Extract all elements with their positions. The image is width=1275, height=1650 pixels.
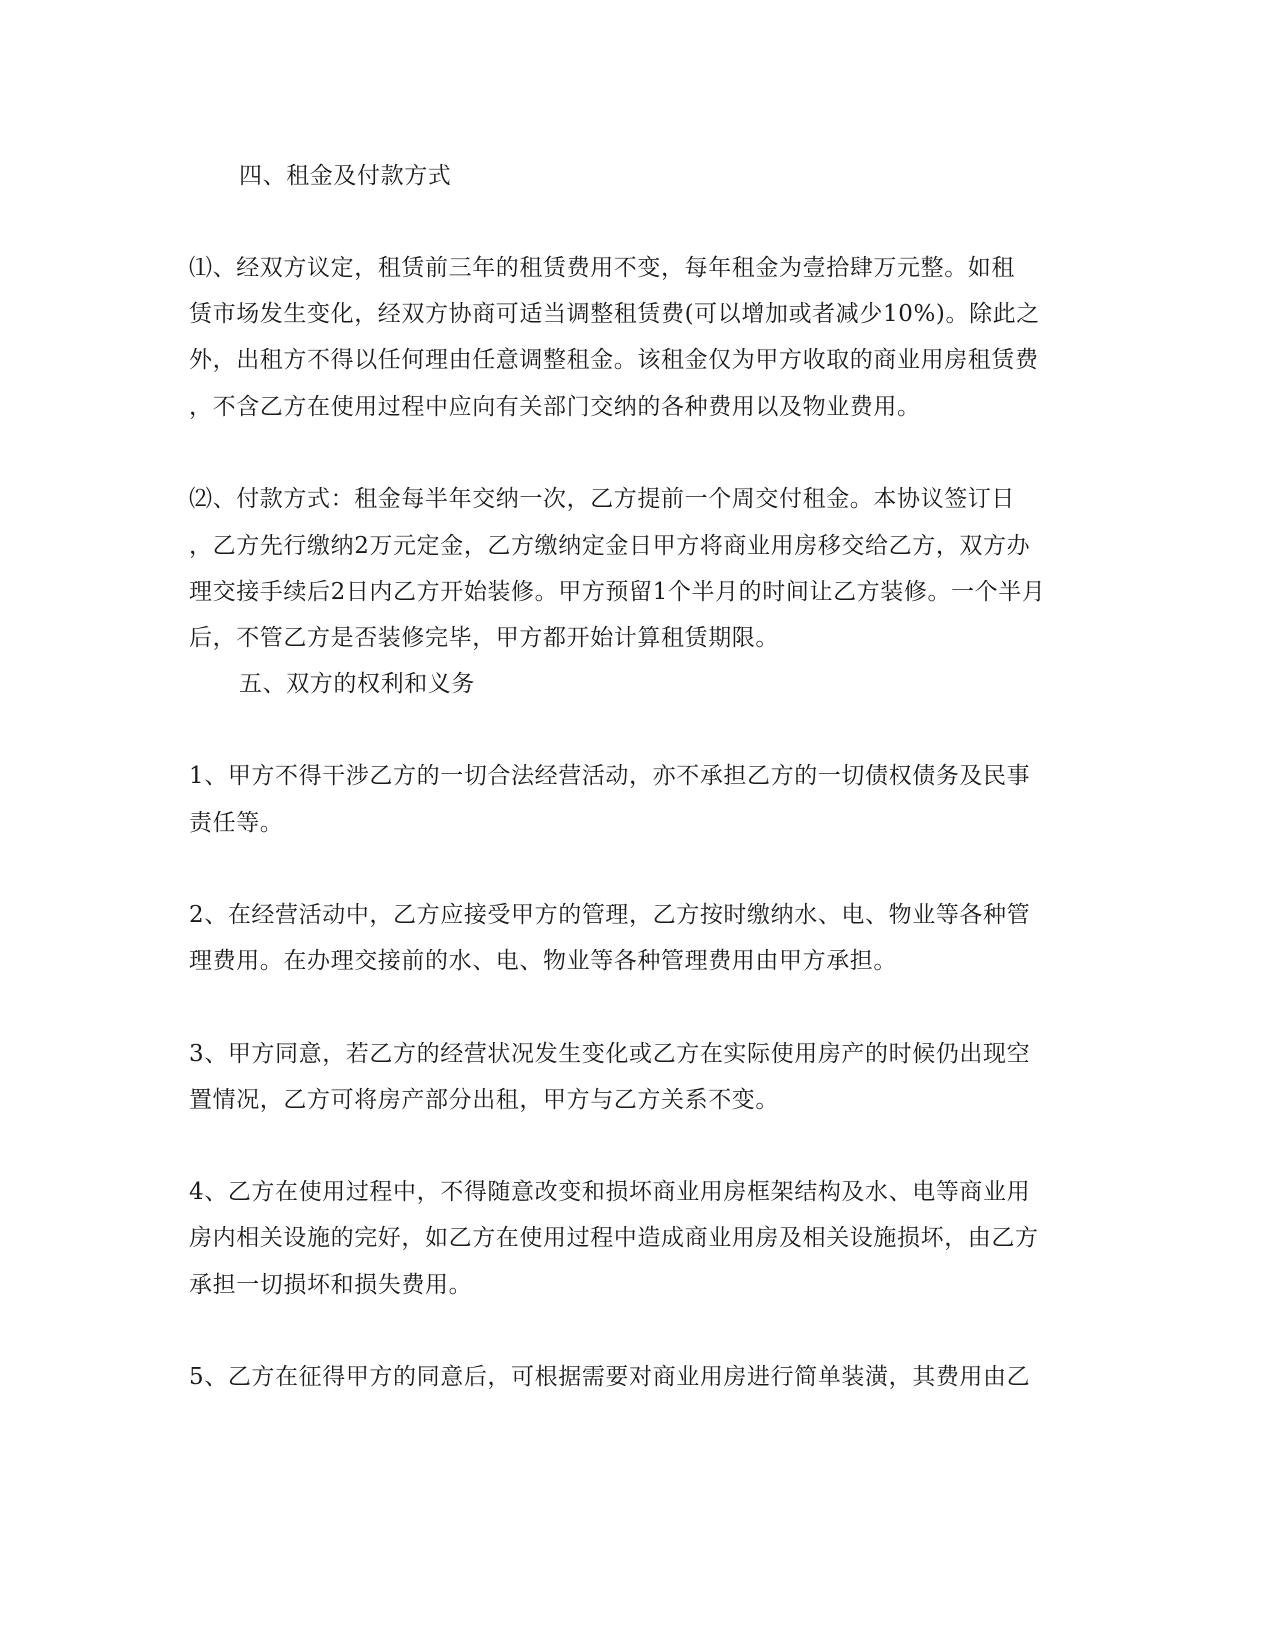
list-item-line: 承担一切损坏和损失费用。 [189,1272,473,1298]
section-heading-four: 四、租金及付款方式 [239,163,452,189]
paragraph-line: 理交接手续后2日内乙方开始装修。甲方预留1个半月的时间让乙方装修。一个半月 [189,579,1046,605]
list-item-line: 4、乙方在使用过程中，不得随意改变和损坏商业用房框架结构及水、电等商业用 [189,1179,1031,1205]
paragraph-line: ⑴、经双方议定，租赁前三年的租赁费用不变，每年租金为壹拾肆万元整。如租 [189,255,1015,281]
paragraph-line: 赁市场发生变化，经双方协商可适当调整租赁费(可以增加或者减少10%)。除此之 [189,301,1040,327]
list-item-line: 1、甲方不得干涉乙方的一切合法经营活动，亦不承担乙方的一切债权债务及民事 [189,763,1031,789]
paragraph-line: 后，不管乙方是否装修完毕，甲方都开始计算租赁期限。 [189,625,779,651]
list-item-line: 房内相关设施的完好，如乙方在使用过程中造成商业用房及相关设施损坏，由乙方 [189,1225,1039,1251]
paragraph-line: ，不含乙方在使用过程中应向有关部门交纳的各种费用以及物业费用。 [189,394,921,420]
paragraph-line: ，乙方先行缴纳2万元定金，乙方缴纳定金日甲方将商业用房移交给乙方，双方办 [189,533,1031,559]
section-heading-five: 五、双方的权利和义务 [239,671,475,697]
paragraph-line: ⑵、付款方式：租金每半年交纳一次，乙方提前一个周交付租金。本协议签订日 [189,486,1015,512]
list-item-line: 2、在经营活动中，乙方应接受甲方的管理，乙方按时缴纳水、电、物业等各种管 [189,902,1031,928]
paragraph-line: 外，出租方不得以任何理由任意调整租金。该租金仅为甲方收取的商业用房租赁费 [189,347,1039,373]
list-item-line: 3、甲方同意，若乙方的经营状况发生变化或乙方在实际使用房产的时候仍出现空 [189,1041,1031,1067]
list-item-line: 责任等。 [189,810,284,836]
list-item-line: 置情况，乙方可将房产部分出租，甲方与乙方关系不变。 [189,1087,779,1113]
list-item-line: 5、乙方在征得甲方的同意后，可根据需要对商业用房进行简单装潢，其费用由乙 [189,1364,1031,1390]
list-item-line: 理费用。在办理交接前的水、电、物业等各种管理费用由甲方承担。 [189,948,897,974]
